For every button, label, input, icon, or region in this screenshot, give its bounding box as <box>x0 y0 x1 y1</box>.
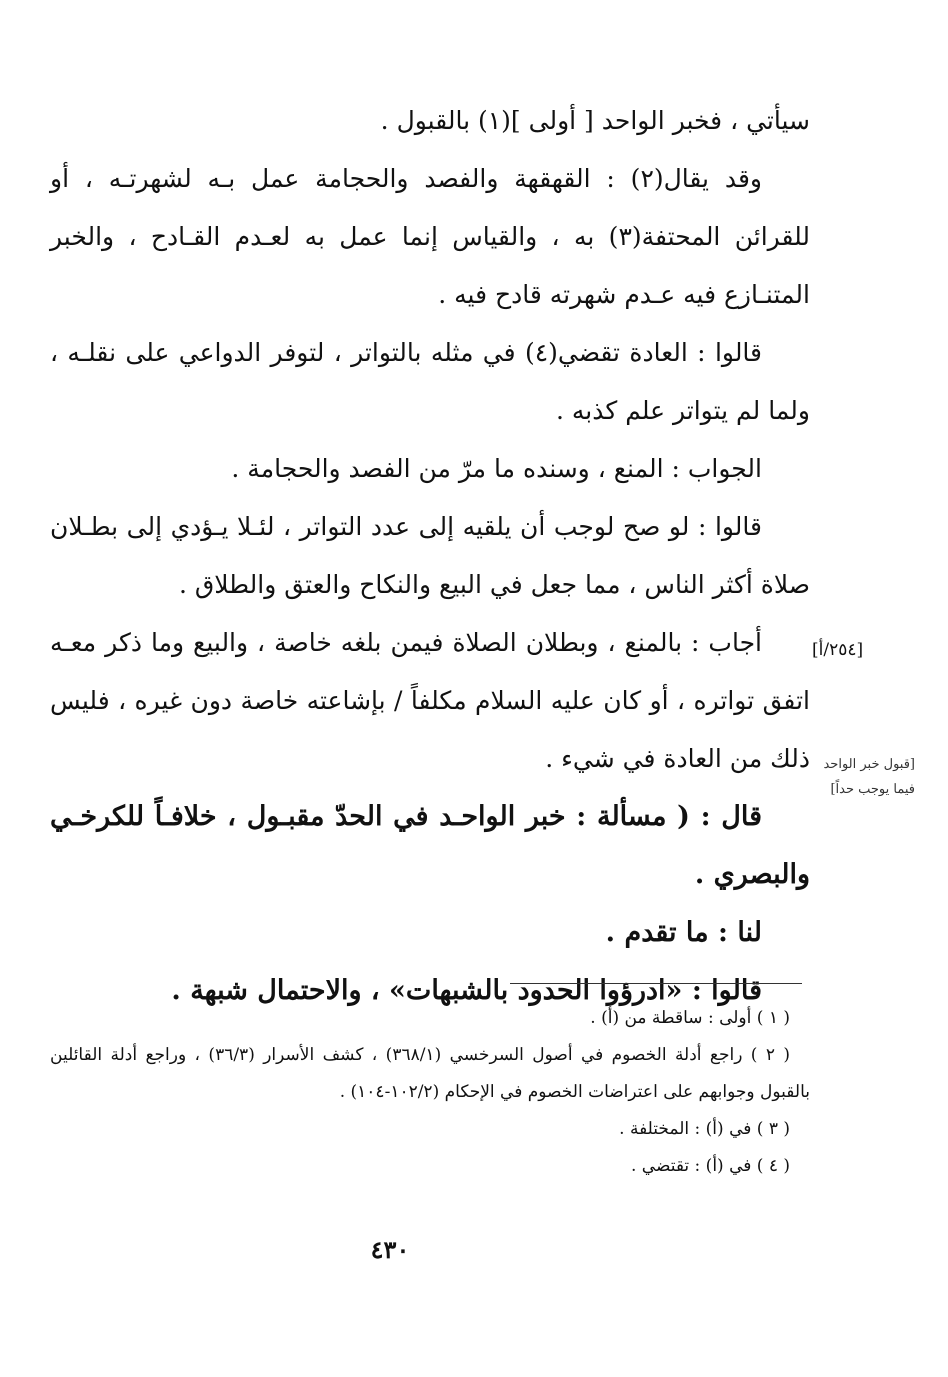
footnote-2: ( ٢ ) راجع أدلة الخصوم في أصول السرخسي (٣٦٨/١) ، كشف الأسرار (٣٦/٣) ، وراجع أدلة القائلين بالقبول وجوابهم على اعتراضات الخصوم في الإحكام (١٠٢/٢-١٠٤) . <box>50 1045 810 1102</box>
page-number: ٤٣٠ <box>370 1235 410 1264</box>
paragraph-2: وقد يقال(٢) : القهقهة والفصد والحجامة عمل بـه لشهرتـه ، أو للقرائن المحتفة(٣) به ، والقياس إنما عمل به لعـدم القـادح ، والخبر المتنـازع فيه عـدم شهرته قادح فيه . <box>50 164 810 309</box>
footnote-3: ( ٣ ) في (أ) : المختلفة . <box>619 1119 790 1139</box>
paragraph-6: أجاب : بالمنع ، وبطلان الصلاة فيمن بلغه خاصة ، والبيع وما ذكر معـه اتفق تواتره ، أو كان عليه السلام مكلفاً / بإشاعته خاصة دون غيره ، فليس ذلك من العادة في شيء . <box>50 628 810 773</box>
footnote-1: ( ١ ) أولى : ساقطة من (أ) . <box>590 1008 790 1028</box>
paragraph-5: قالوا : لو صح لوجب أن يلقيه إلى عدد التواتر ، لئـلا يـؤدي إلى بطـلان صلاة أكثر الناس ، مما جعل في البيع والنكاح والعتق والطلاق . <box>50 512 810 599</box>
matn-line-3: قالوا : «ادرؤوا الحدود بالشبهات» ، والاحتمال شبهة . <box>171 975 762 1006</box>
margin-topic-note: [قبول خبر الواحد فيما يوجب حداً] <box>823 757 915 797</box>
paragraph-3: قالوا : العادة تقضي(٤) في مثله بالتواتر ، لتوفر الدواعي على نقلـه ، ولما لم يتواتر علم كذبه . <box>50 338 810 425</box>
paragraph-1: سيأتي ، فخبر الواحد [ أولى ](١) بالقبول . <box>380 106 810 135</box>
matn-line-2: لنا : ما تقدم . <box>605 917 762 948</box>
footnote-4: ( ٤ ) في (أ) : تقتضي . <box>630 1156 790 1176</box>
matn-heading: قال : ( مسألة : خبر الواحـد في الحدّ مقبـول ، خلافـاً للكرخـي والبصري . <box>50 801 810 890</box>
footnote-divider <box>510 983 802 984</box>
manuscript-folio-ref: [٢٥٤/أ] <box>812 640 864 660</box>
main-text <box>50 92 810 1020</box>
paragraph-4: الجواب : المنع ، وسنده ما مرّ من الفصد والحجامة . <box>231 454 762 483</box>
footnotes <box>50 1000 810 1185</box>
